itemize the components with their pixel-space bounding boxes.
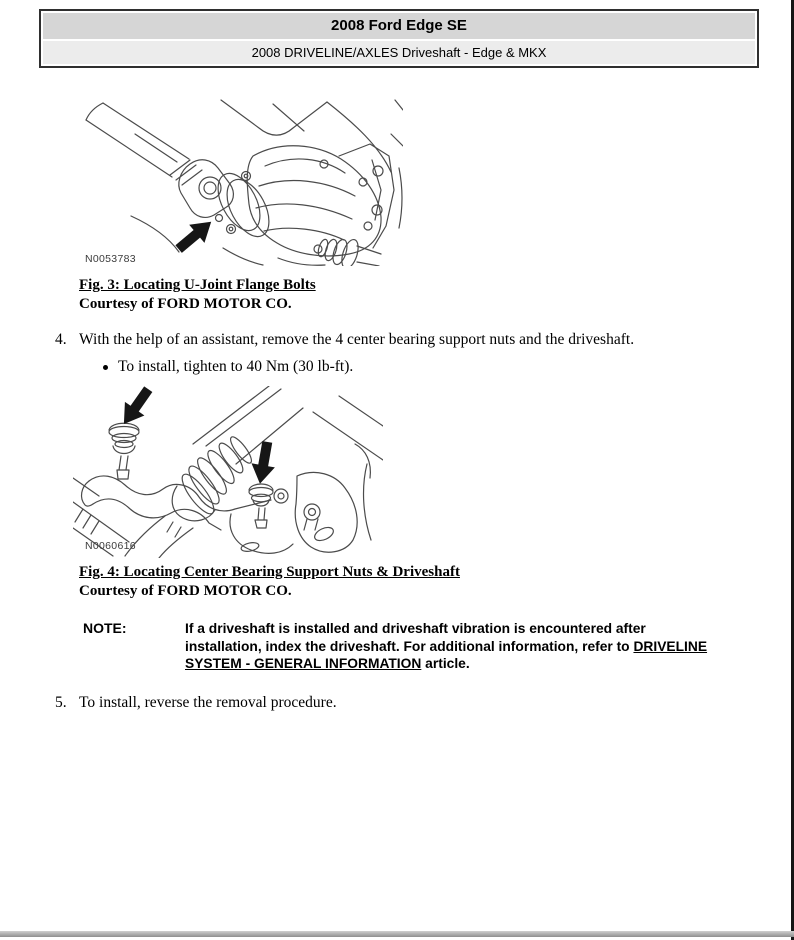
figure1-ref-code: N0053783 <box>85 253 136 265</box>
step-5-number: 5. <box>55 694 67 711</box>
step-4-text: With the help of an assistant, remove the 4 center bearing support nuts and the driveshaft. <box>79 331 635 348</box>
note-text-after: article. <box>421 656 470 671</box>
note-text-before: If a driveshaft is installed and driveshaft vibration is encountered after installation, index the driveshaft. For additional information, refer to <box>185 621 646 654</box>
figure2-ref-code: N0060616 <box>85 540 136 552</box>
ujoint-illustration <box>73 98 403 266</box>
center-bearing-illustration <box>73 386 383 558</box>
figure1-caption-link[interactable]: Fig. 3: Locating U-Joint Flange Bolts <box>79 277 316 293</box>
vehicle-title: 2008 Ford Edge SE <box>43 13 755 39</box>
bottom-scrollbar-track[interactable] <box>0 931 794 937</box>
note-block <box>83 620 720 673</box>
figure2-caption-block <box>79 564 460 600</box>
left-nut-arrow-icon <box>114 386 158 431</box>
figure2-caption-link[interactable]: Fig. 4: Locating Center Bearing Support Nuts & Driveshaft <box>79 564 460 580</box>
note-label: NOTE: <box>83 620 127 636</box>
right-nut-arrow-icon <box>248 440 279 486</box>
bullet-dot-icon <box>103 365 108 370</box>
step-4-number: 4. <box>55 331 67 348</box>
figure-center-bearing-nuts <box>73 386 383 558</box>
step-5 <box>55 694 765 712</box>
figure-ujoint-flange-bolts <box>73 98 403 266</box>
step-4-bullet-text: To install, tighten to 40 Nm (30 lb-ft). <box>118 358 354 375</box>
figure1-caption-block <box>79 277 316 313</box>
figure1-credit: Courtesy of FORD MOTOR CO. <box>79 296 292 312</box>
figure2-credit: Courtesy of FORD MOTOR CO. <box>79 583 292 599</box>
step-4-bullet-item <box>103 358 353 376</box>
step-4 <box>55 331 765 349</box>
step-5-text: To install, reverse the removal procedure. <box>79 694 337 711</box>
driveline-system-link[interactable]: DRIVELINE SYSTEM - GENERAL INFORMATION <box>185 638 708 671</box>
note-text <box>185 620 720 673</box>
document-header <box>39 9 759 68</box>
article-subtitle: 2008 DRIVELINE/AXLES Driveshaft - Edge & MKX <box>43 41 755 64</box>
